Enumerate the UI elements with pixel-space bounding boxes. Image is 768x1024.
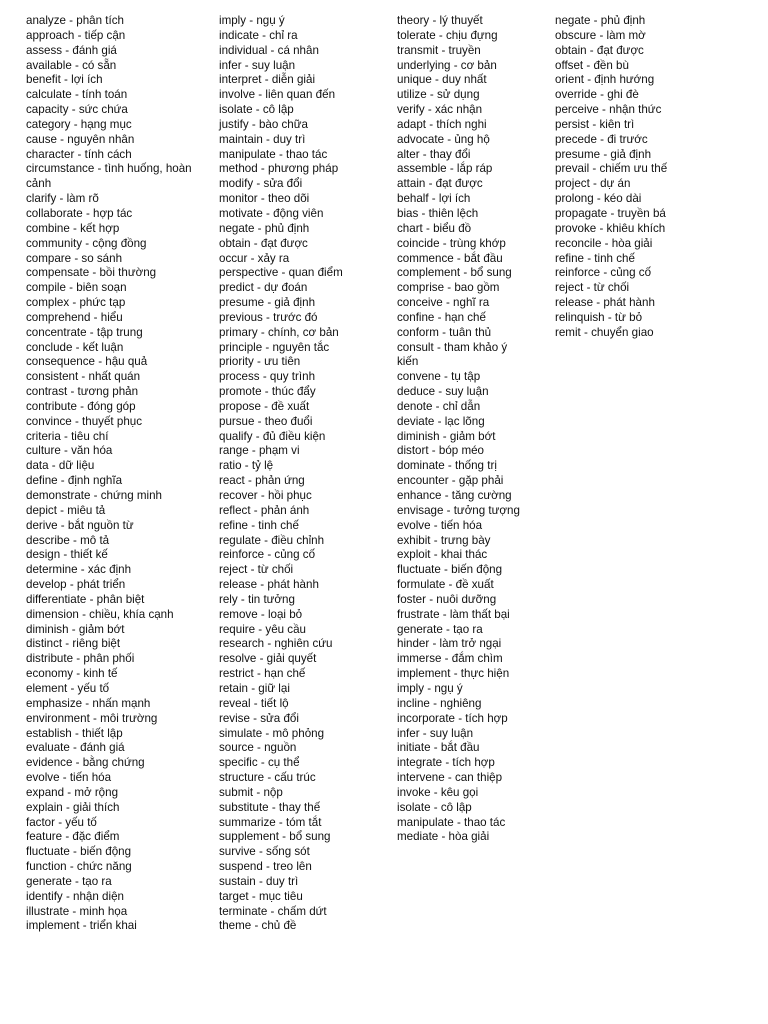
vocab-entry: commence - bắt đầu [397,251,503,265]
vocab-entry: specific - cụ thể [219,756,300,770]
vocab-entry: motivate - động viên [219,206,324,220]
vocab-entry: reinforce - củng cố [555,266,652,280]
vocab-entry: propose - đề xuất [219,399,310,413]
vocab-entry: economy - kinh tế [26,667,118,681]
vocab-entry: distort - bóp méo [397,444,484,458]
vocab-entry: determine - xác định [26,563,132,577]
vocab-entry: unique - duy nhất [397,73,487,87]
vocab-entry: chart - biểu đồ [397,221,472,235]
vocab-entry: survive - sống sót [219,845,310,859]
vocab-entry: differentiate - phân biệt [26,592,145,606]
vocab-entry: utilize - sử dụng [397,88,480,102]
vocab-entry: derive - bắt nguồn từ [26,518,134,532]
vocab-entry: data - dữ liệu [26,459,95,473]
vocab-entry: invoke - kêu gọi [397,785,479,799]
vocab-entry: exhibit - trưng bày [397,533,491,547]
vocab-entry: isolate - cô lập [397,800,472,814]
vocab-entry: prevail - chiếm ưu thế [555,162,668,176]
vocab-entry: evolve - tiến hóa [397,518,483,532]
vocab-entry: source - nguồn [219,741,297,755]
vocab-entry: element - yếu tố [26,681,110,695]
vocab-entry: underlying - cơ bản [397,58,497,72]
vocab-entry: compare - so sánh [26,251,123,265]
vocab-entry: summarize - tóm tắt [219,815,322,829]
vocab-entry: supplement - bổ sung [219,830,331,844]
vocab-entry: theory - lý thuyết [397,14,483,27]
vocab-entry: encounter - gặp phải [397,474,504,488]
vocab-entry: release - phát hành [219,578,319,592]
vocab-entry: mediate - hòa giải [397,830,490,844]
vocab-entry: tolerate - chịu đựng [397,28,498,42]
vocab-entry: precede - đi trước [555,132,648,146]
vocab-entry: maintain - duy trì [219,132,306,146]
vocab-entry: involve - liên quan đến [219,88,336,102]
vocab-entry: cause - nguyên nhân [26,132,135,146]
vocab-entry: dominate - thống trị [397,459,497,473]
vocab-entry: obtain - đạt được [555,43,644,57]
vocab-entry: fluctuate - biến động [26,845,132,859]
vocab-entry: negate - phủ định [219,221,310,235]
vocab-entry: approach - tiếp cận [26,28,126,42]
vocab-entry: suspend - treo lên [219,860,312,874]
vocab-entry: evidence - bằng chứng [26,756,145,770]
vocab-entry: establish - thiết lập [26,726,123,740]
vocab-entry: interpret - diễn giải [219,73,316,87]
vocab-entry: refine - tinh chế [219,518,299,532]
vocab-entry: alter - thay đổi [397,147,471,161]
vocab-entry: concentrate - tập trung [26,325,143,339]
vocab-entry: predict - dự đoán [219,281,308,295]
vocab-entry: demonstrate - chứng minh [26,489,163,502]
vocab-column-2 [219,14,397,934]
vocab-entry: isolate - cô lập [219,103,294,117]
vocab-entry: bias - thiên lệch [397,206,479,220]
vocab-entry: react - phản ứng [219,474,305,488]
vocab-entry: orient - định hướng [555,73,655,87]
vocab-entry: presume - giả định [219,296,316,310]
vocab-entry: priority - ưu tiên [219,355,301,369]
vocab-entry: immerse - đắm chìm [397,652,503,666]
vocab-entry: expand - mở rộng [26,785,119,799]
vocab-entry: incline - nghiêng [397,696,482,710]
vocab-entry: distribute - phân phối [26,652,135,666]
vocab-entry: reinforce - củng cố [219,548,316,562]
vocab-entry: reject - từ chối [219,563,294,577]
vocab-entry: structure - cấu trúc [219,771,316,785]
vocab-entry: analyze - phân tích [26,14,124,27]
vocab-entry: resolve - giải quyết [219,652,317,666]
vocab-entry: contribute - đóng góp [26,399,136,413]
vocab-entry: reveal - tiết lộ [219,696,289,710]
vocab-entry: range - phạm vi [219,444,300,458]
vocab-entry: emphasize - nhấn mạnh [26,696,151,710]
vocab-entry: distinct - riêng biệt [26,637,121,651]
vocab-entry: research - nghiên cứu [219,637,333,651]
vocab-entry: clarify - làm rõ [26,192,99,206]
vocab-entry: implement - thực hiện [397,667,510,681]
vocab-entry: incorporate - tích hợp [397,711,508,725]
vocab-entry: provoke - khiêu khích [555,221,666,235]
vocab-entry: retain - giữ lại [219,681,290,695]
vocab-entry: comprehend - hiểu [26,310,123,324]
vocab-entry: ratio - tỷ lệ [219,459,274,473]
vocab-entry: theme - chủ đề [219,919,297,933]
vocab-entry: manipulate - thao tác [397,815,506,829]
vocab-entry: obscure - làm mờ [555,28,646,42]
vocab-entry: primary - chính, cơ bản [219,325,339,339]
vocab-entry: combine - kết hợp [26,221,120,235]
vocab-entry: foster - nuôi dưỡng [397,592,497,606]
vocab-entry: override - ghi đè [555,88,639,102]
vocab-column-4 [555,14,685,341]
vocab-entry: presume - giả định [555,147,652,161]
vocab-entry: describe - mô tả [26,533,110,547]
vocab-entry: formulate - đề xuất [397,578,494,592]
vocab-entry: monitor - theo dõi [219,192,310,206]
vocab-entry: consult - tham khảo ý kiến [397,340,508,369]
vocab-entry: benefit - lợi ích [26,73,103,87]
vocab-entry: circumstance - tình huống, hoàn cảnh [26,162,192,191]
vocab-entry: qualify - đủ điều kiện [219,429,326,443]
vocab-entry: remit - chuyển giao [555,325,654,339]
vocab-entry: sustain - duy trì [219,874,299,888]
vocab-entry: obtain - đạt được [219,236,308,250]
vocab-entry: fluctuate - biến động [397,563,503,577]
vocab-entry: manipulate - thao tác [219,147,328,161]
vocab-entry: indicate - chỉ ra [219,28,298,42]
vocab-entry: relinquish - từ bỏ [555,310,643,324]
vocab-entry: submit - nộp [219,785,283,799]
vocab-entry: pursue - theo đuổi [219,414,313,428]
vocab-entry: function - chức năng [26,860,132,874]
vocab-entry: promote - thúc đẩy [219,385,316,399]
vocab-entry: comprise - bao gồm [397,281,500,295]
vocab-entry: diminish - giảm bớt [397,429,496,443]
vocab-entry: release - phát hành [555,296,655,310]
vocab-entry: generate - tạo ra [397,622,483,636]
vocab-entry: culture - văn hóa [26,444,113,458]
vocab-entry: rely - tin tưởng [219,592,295,606]
vocab-entry: hinder - làm trở ngại [397,637,502,651]
vocab-entry: implement - triển khai [26,919,137,933]
vocab-entry: process - quy trình [219,370,316,384]
vocab-entry: compile - biên soạn [26,281,127,295]
vocab-entry: envisage - tưởng tượng [397,503,520,517]
vocab-entry: regulate - điều chỉnh [219,533,325,547]
vocab-entry: coincide - trùng khớp [397,236,506,250]
vocab-entry: community - cộng đồng [26,236,147,250]
vocab-entry: reconcile - hòa giải [555,236,653,250]
vocab-entry: simulate - mô phỏng [219,726,325,740]
vocab-entry: prolong - kéo dài [555,192,642,206]
vocab-entry: target - mục tiêu [219,889,303,903]
vocab-entry: reflect - phản ánh [219,503,310,517]
vocab-entry: project - dự án [555,177,631,191]
vocab-entry: offset - đền bù [555,58,629,72]
vocab-entry: exploit - khai thác [397,548,488,562]
vocab-entry: dimension - chiều, khía cạnh [26,607,174,621]
vocab-entry: deduce - suy luận [397,385,489,399]
vocab-entry: conform - tuân thủ [397,325,492,339]
vocab-entry: deviate - lạc lõng [397,414,485,428]
vocab-entry: require - yêu cầu [219,622,306,636]
vocab-entry: attain - đạt được [397,177,483,191]
vocab-entry: reject - từ chối [555,281,630,295]
vocab-entry: character - tính cách [26,147,132,161]
vocab-entry: depict - miêu tả [26,503,106,517]
vocab-entry: transmit - truyền [397,43,481,57]
vocab-entry: occur - xảy ra [219,251,290,265]
vocab-entry: behalf - lợi ích [397,192,471,206]
vocab-entry: remove - loại bỏ [219,607,303,621]
vocab-entry: initiate - bắt đầu [397,741,480,755]
vocab-entry: convince - thuyết phục [26,414,143,428]
vocab-entry: modify - sửa đổi [219,177,303,191]
vocab-entry: assess - đánh giá [26,43,117,57]
vocab-entry: collaborate - hợp tác [26,206,133,220]
vocab-entry: imply - ngụ ý [397,681,463,695]
vocab-entry: conclude - kết luận [26,340,124,354]
vocab-entry: enhance - tăng cường [397,489,512,502]
vocab-entry: calculate - tính toán [26,88,128,102]
vocab-entry: develop - phát triển [26,578,126,592]
vocab-column-1 [26,14,204,934]
vocab-entry: recover - hồi phục [219,489,312,502]
vocab-entry: confine - hạn chế [397,310,486,324]
vocab-entry: design - thiết kế [26,548,108,562]
vocab-entry: define - định nghĩa [26,474,123,488]
vocab-entry: advocate - ủng hộ [397,132,490,146]
vocab-entry: feature - đặc điểm [26,830,120,844]
vocab-entry: consistent - nhất quán [26,370,141,384]
vocab-entry: justify - bào chữa [219,117,308,131]
vocab-entry: diminish - giảm bớt [26,622,125,636]
vocab-entry: perceive - nhận thức [555,103,662,117]
vocab-entry: consequence - hậu quả [26,355,148,369]
vocab-entry: frustrate - làm thất bại [397,607,510,621]
vocab-entry: integrate - tích hợp [397,756,495,770]
vocab-entry: convene - tụ tập [397,370,481,384]
vocab-entry: method - phương pháp [219,162,339,176]
vocab-entry: principle - nguyên tắc [219,340,330,354]
vocab-entry: assemble - lắp ráp [397,162,493,176]
vocab-entry: contrast - tương phản [26,385,139,399]
vocab-entry: identify - nhận diện [26,889,124,903]
vocab-entry: verify - xác nhận [397,103,483,117]
vocab-entry: individual - cá nhân [219,43,319,57]
vocab-entry: previous - trước đó [219,310,318,324]
vocab-entry: infer - suy luận [397,726,474,740]
vocab-entry: conceive - nghĩ ra [397,296,490,310]
vocab-entry: complex - phức tạp [26,296,126,310]
vocab-entry: evolve - tiến hóa [26,771,112,785]
vocab-entry: complement - bổ sung [397,266,512,280]
vocab-entry: propagate - truyền bá [555,206,666,220]
vocab-entry: restrict - hạn chế [219,667,306,681]
vocab-entry: evaluate - đánh giá [26,741,125,755]
vocab-entry: intervene - can thiệp [397,771,503,785]
vocab-column-3 [397,14,523,845]
vocab-entry: infer - suy luận [219,58,296,72]
vocab-entry: category - hạng mục [26,117,132,131]
vocab-entry: compensate - bồi thường [26,266,157,280]
vocab-entry: imply - ngụ ý [219,14,285,27]
vocab-entry: perspective - quan điểm [219,266,343,280]
vocab-entry: denote - chỉ dẫn [397,399,481,413]
vocab-entry: substitute - thay thế [219,800,321,814]
vocab-entry: available - có sẵn [26,58,117,72]
vocab-entry: negate - phủ định [555,14,646,27]
vocab-entry: environment - môi trường [26,711,158,725]
vocab-entry: refine - tinh chế [555,251,635,265]
vocab-entry: factor - yếu tố [26,815,97,829]
vocab-entry: terminate - chấm dứt [219,904,327,918]
vocab-entry: persist - kiên trì [555,117,635,131]
vocab-entry: revise - sửa đổi [219,711,299,725]
vocab-entry: criteria - tiêu chí [26,429,109,443]
vocab-entry: capacity - sức chứa [26,103,128,117]
vocab-entry: adapt - thích nghi [397,117,487,131]
vocab-entry: generate - tạo ra [26,874,112,888]
vocab-entry: explain - giải thích [26,800,120,814]
vocab-entry: illustrate - minh họa [26,904,128,918]
